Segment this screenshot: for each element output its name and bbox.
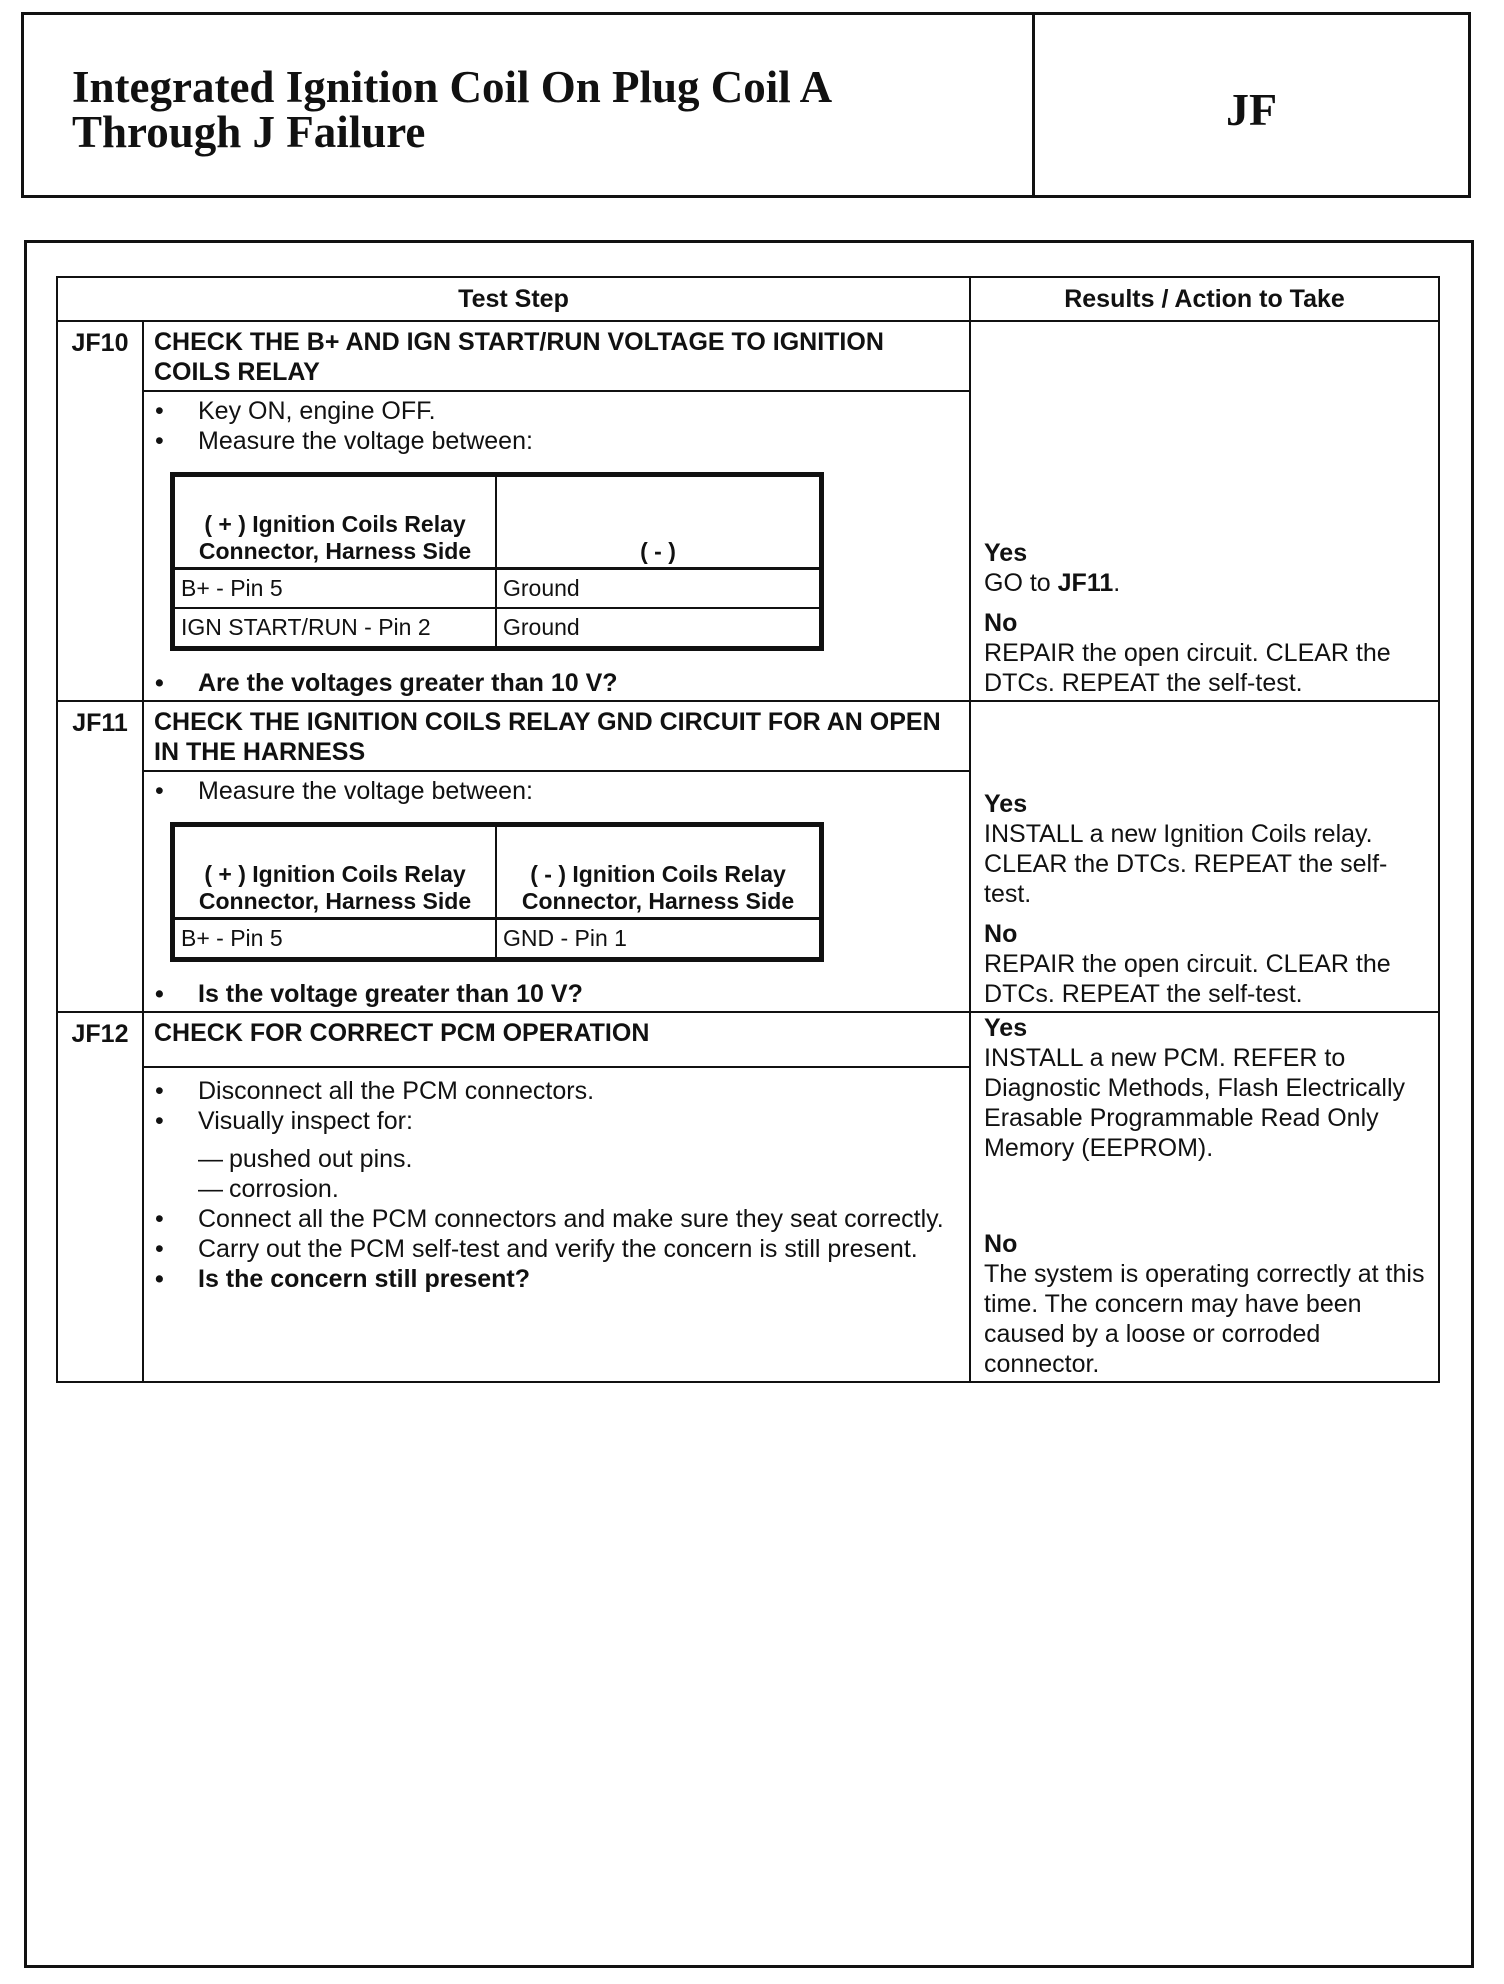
- inspection-list: [148, 1144, 959, 1204]
- table-cell: B+ - Pin 5: [174, 569, 496, 609]
- list-item: • Connect all the PCM connectors and make sure they seat correctly.: [148, 1204, 959, 1234]
- list-item: • Measure the voltage between:: [148, 776, 959, 806]
- instruction-list: [148, 396, 959, 456]
- header-test-step: Test Step: [57, 277, 970, 321]
- result-yes-text: INSTALL a new PCM. REFER to Diagnostic Methods, Flash Electrically Erasable Programmable Read Only Memory (EEPROM).: [984, 1044, 1406, 1162]
- goto-link[interactable]: JF11: [1057, 569, 1114, 597]
- page-title-line-1: Integrated Ignition Coil On Plug Coil A: [72, 62, 833, 112]
- step-jf10-title-row: [57, 321, 1439, 391]
- list-item: • Key ON, engine OFF.: [148, 396, 959, 426]
- table-cell: IGN START/RUN - Pin 2: [174, 608, 496, 647]
- instruction-list: [148, 776, 959, 806]
- step-question: • Is the concern still present?: [148, 1264, 959, 1294]
- step-results: [970, 1012, 1439, 1382]
- result-yes-prefix: GO to: [984, 569, 1051, 597]
- step-body: [143, 771, 970, 1012]
- result-yes-label: Yes: [984, 1014, 1028, 1042]
- list-item: [148, 1106, 959, 1136]
- step-results: [970, 321, 1439, 701]
- measurement-col-plus: ( + ) Ignition Coils Relay Connector, Harness Side: [174, 476, 496, 569]
- step-body: [143, 391, 970, 701]
- table-row: [174, 919, 820, 959]
- result-yes-label: Yes: [984, 539, 1028, 567]
- measurement-col-plus: ( + ) Ignition Coils Relay Connector, Harness Side: [174, 826, 496, 919]
- step-title: CHECK FOR CORRECT PCM OPERATION: [143, 1012, 970, 1067]
- table-header-row: [57, 277, 1439, 321]
- list-item: — pushed out pins.: [148, 1144, 959, 1174]
- result-no-text: REPAIR the open circuit. CLEAR the DTCs. REPEAT the self-test.: [984, 639, 1391, 697]
- table-cell: Ground: [496, 608, 820, 647]
- section-code: JF: [1225, 83, 1278, 135]
- list-item-text: Visually inspect for:: [198, 1106, 413, 1135]
- page-header: [21, 12, 1471, 198]
- step-results: [970, 701, 1439, 1012]
- measurement-col-minus: ( - ) Ignition Coils Relay Connector, Harness Side: [496, 826, 820, 919]
- result-yes-label: Yes: [984, 790, 1028, 818]
- result-no-label: No: [984, 1230, 1018, 1258]
- step-question: • Is the voltage greater than 10 V?: [148, 979, 959, 1009]
- step-id: JF12: [57, 1012, 143, 1382]
- table-cell: GND - Pin 1: [496, 919, 820, 959]
- table-row: [174, 476, 820, 569]
- table-row: [174, 608, 820, 647]
- step-question: • Are the voltages greater than 10 V?: [148, 668, 959, 698]
- step-title: CHECK THE B+ AND IGN START/RUN VOLTAGE TO IGNITION COILS RELAY: [143, 321, 970, 391]
- result-yes-text: [984, 568, 1432, 598]
- instruction-list: [148, 1076, 959, 1136]
- step-id: JF10: [57, 321, 143, 701]
- page-title: [24, 15, 1035, 195]
- result-no-label: No: [984, 609, 1018, 637]
- result-yes-text: INSTALL a new Ignition Coils relay. CLEAR the DTCs. REPEAT the self-test.: [984, 820, 1388, 908]
- table-row: [174, 569, 820, 609]
- header-results: Results / Action to Take: [970, 277, 1439, 321]
- table-cell: B+ - Pin 5: [174, 919, 496, 959]
- result-no-text: The system is operating correctly at this time. The concern may have been caused by a loose or corroded connector.: [984, 1260, 1425, 1378]
- question-list: [148, 668, 959, 698]
- step-title: CHECK THE IGNITION COILS RELAY GND CIRCUIT FOR AN OPEN IN THE HARNESS: [143, 701, 970, 771]
- question-list: [148, 979, 959, 1009]
- measurement-table: [170, 822, 824, 962]
- step-id: JF11: [57, 701, 143, 1012]
- step-body: [143, 1067, 970, 1382]
- list-item: • Disconnect all the PCM connectors.: [148, 1076, 959, 1106]
- test-step-table: [56, 276, 1440, 1383]
- table-row: [174, 826, 820, 919]
- result-no-text: REPAIR the open circuit. CLEAR the DTCs. REPEAT the self-test.: [984, 950, 1391, 1008]
- result-no-label: No: [984, 920, 1018, 948]
- measurement-table: [170, 472, 824, 651]
- step-jf12-title-row: [57, 1012, 1439, 1067]
- instruction-list: [148, 1204, 959, 1294]
- result-yes-suffix: .: [1113, 569, 1121, 597]
- page-title-line-2: Through J Failure: [72, 107, 426, 157]
- list-item: • Measure the voltage between:: [148, 426, 959, 456]
- table-cell: Ground: [496, 569, 820, 609]
- step-jf11-title-row: [57, 701, 1439, 771]
- list-item: • Carry out the PCM self-test and verify the concern is still present.: [148, 1234, 959, 1264]
- measurement-col-minus: ( - ): [496, 476, 820, 569]
- list-item: — corrosion.: [148, 1174, 959, 1204]
